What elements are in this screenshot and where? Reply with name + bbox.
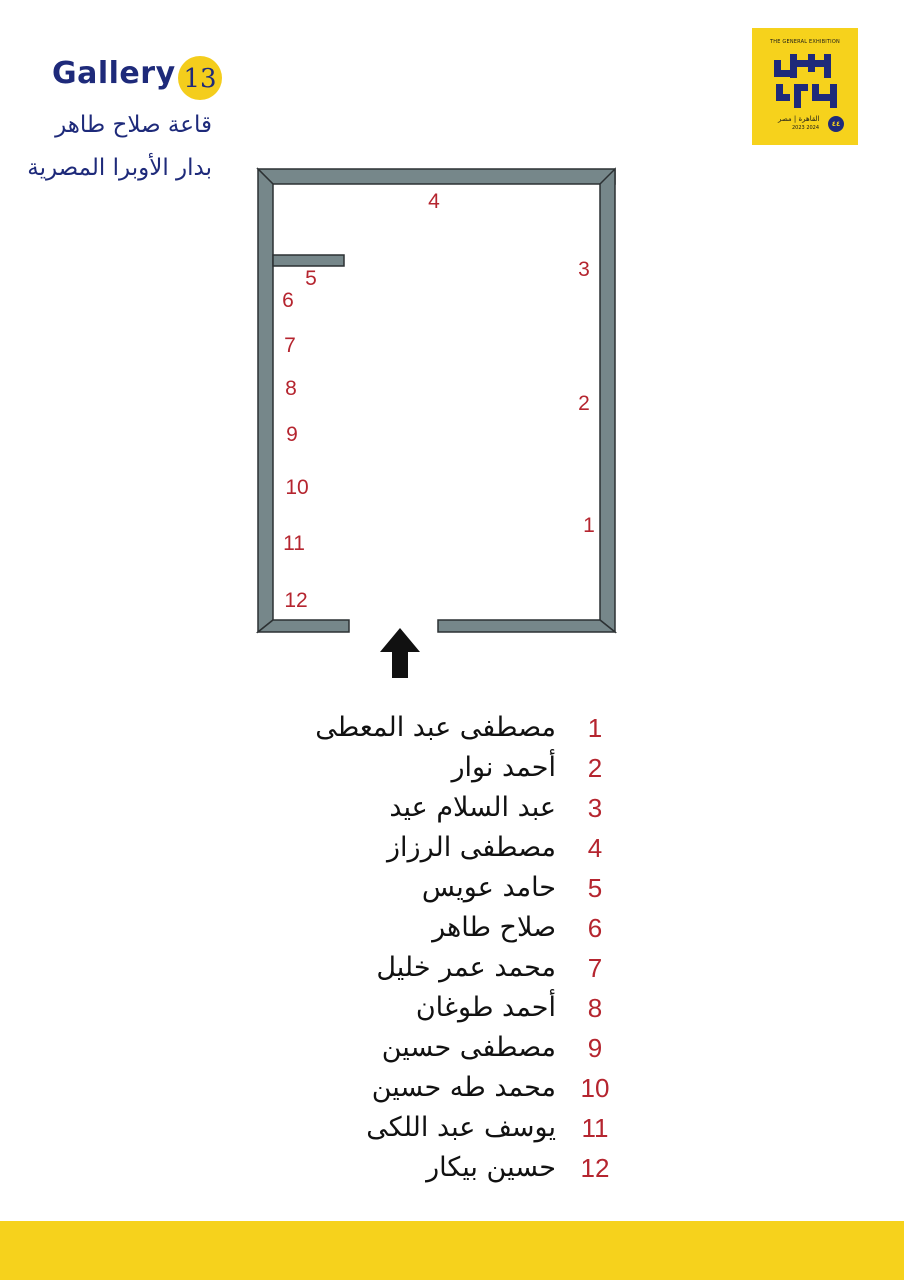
list-item [0, 988, 904, 1028]
hall-name: قاعة صلاح طاهر [55, 112, 212, 138]
wall-bottom-right [438, 620, 615, 632]
artist-number: 6 [587, 913, 603, 943]
logo-years: 2023 2024 [792, 125, 820, 131]
artist-number: 7 [587, 953, 603, 983]
header [0, 0, 904, 200]
wall-label: 4 [428, 190, 440, 213]
artist-name: حامد عويس [421, 872, 556, 903]
gallery-number-badge: 13 [178, 56, 222, 100]
artist-number: 5 [587, 873, 603, 903]
artist-name: مصطفى حسين [381, 1032, 556, 1063]
wall-label: 1 [583, 514, 595, 537]
wall-label: 8 [285, 377, 297, 400]
list-item [0, 1028, 904, 1068]
artist-name: مصطفى عبد المعطى [315, 712, 556, 743]
artist-name: حسين بيكار [426, 1152, 556, 1183]
list-item [0, 868, 904, 908]
list-item [0, 1068, 904, 1108]
logo-top-text: THE GENERAL EXHIBITION [770, 39, 840, 45]
wall-label: 3 [578, 258, 590, 281]
artist-number: 3 [587, 793, 603, 823]
wall-label: 6 [282, 289, 294, 312]
list-item [0, 908, 904, 948]
logo-calligraphy-icon [768, 50, 842, 112]
wall-right [600, 169, 615, 632]
artist-number: 11 [581, 1113, 609, 1143]
list-item [0, 788, 904, 828]
wall-left [258, 169, 273, 632]
list-item [0, 708, 904, 748]
list-item [0, 748, 904, 788]
entrance-arrow-icon [380, 628, 420, 678]
list-item [0, 1108, 904, 1148]
artist-name: محمد عمر خليل [376, 952, 556, 983]
list-item [0, 1148, 904, 1188]
artist-name: محمد طه حسين [371, 1072, 556, 1103]
logo-edition-badge: ٤٤ [828, 116, 844, 132]
artist-number: 2 [587, 753, 603, 783]
exhibition-logo [752, 28, 858, 145]
artist-name: عبد السلام عيد [389, 792, 556, 823]
logo-city: القاهرة | مصر [778, 115, 820, 123]
artist-number: 10 [580, 1073, 610, 1103]
artist-number: 4 [587, 833, 603, 863]
artist-name: أحمد طوغان [415, 992, 556, 1023]
artist-name: أحمد نوار [451, 752, 556, 783]
footer-band [0, 1221, 904, 1280]
artist-number: 1 [587, 713, 603, 743]
list-item [0, 828, 904, 868]
artist-number: 9 [587, 1033, 603, 1063]
artist-name: يوسف عبد اللكى [366, 1112, 556, 1143]
list-item [0, 948, 904, 988]
wall-label: 5 [305, 267, 317, 290]
gallery-title: Gallery [52, 56, 176, 91]
wall-label: 9 [286, 423, 298, 446]
artist-number: 8 [587, 993, 603, 1023]
artist-name: مصطفى الرزاز [387, 832, 556, 863]
artist-name: صلاح طاهر [432, 912, 556, 943]
wall-label: 11 [283, 532, 305, 555]
wall-label: 2 [578, 392, 590, 415]
wall-label: 12 [284, 589, 308, 612]
partition-wall [273, 255, 344, 266]
venue-name: بدار الأوبرا المصرية [27, 155, 212, 181]
wall-label: 7 [284, 334, 296, 357]
wall-bottom-left [258, 620, 349, 632]
wall-label: 10 [285, 476, 309, 499]
artist-number: 12 [580, 1153, 610, 1183]
